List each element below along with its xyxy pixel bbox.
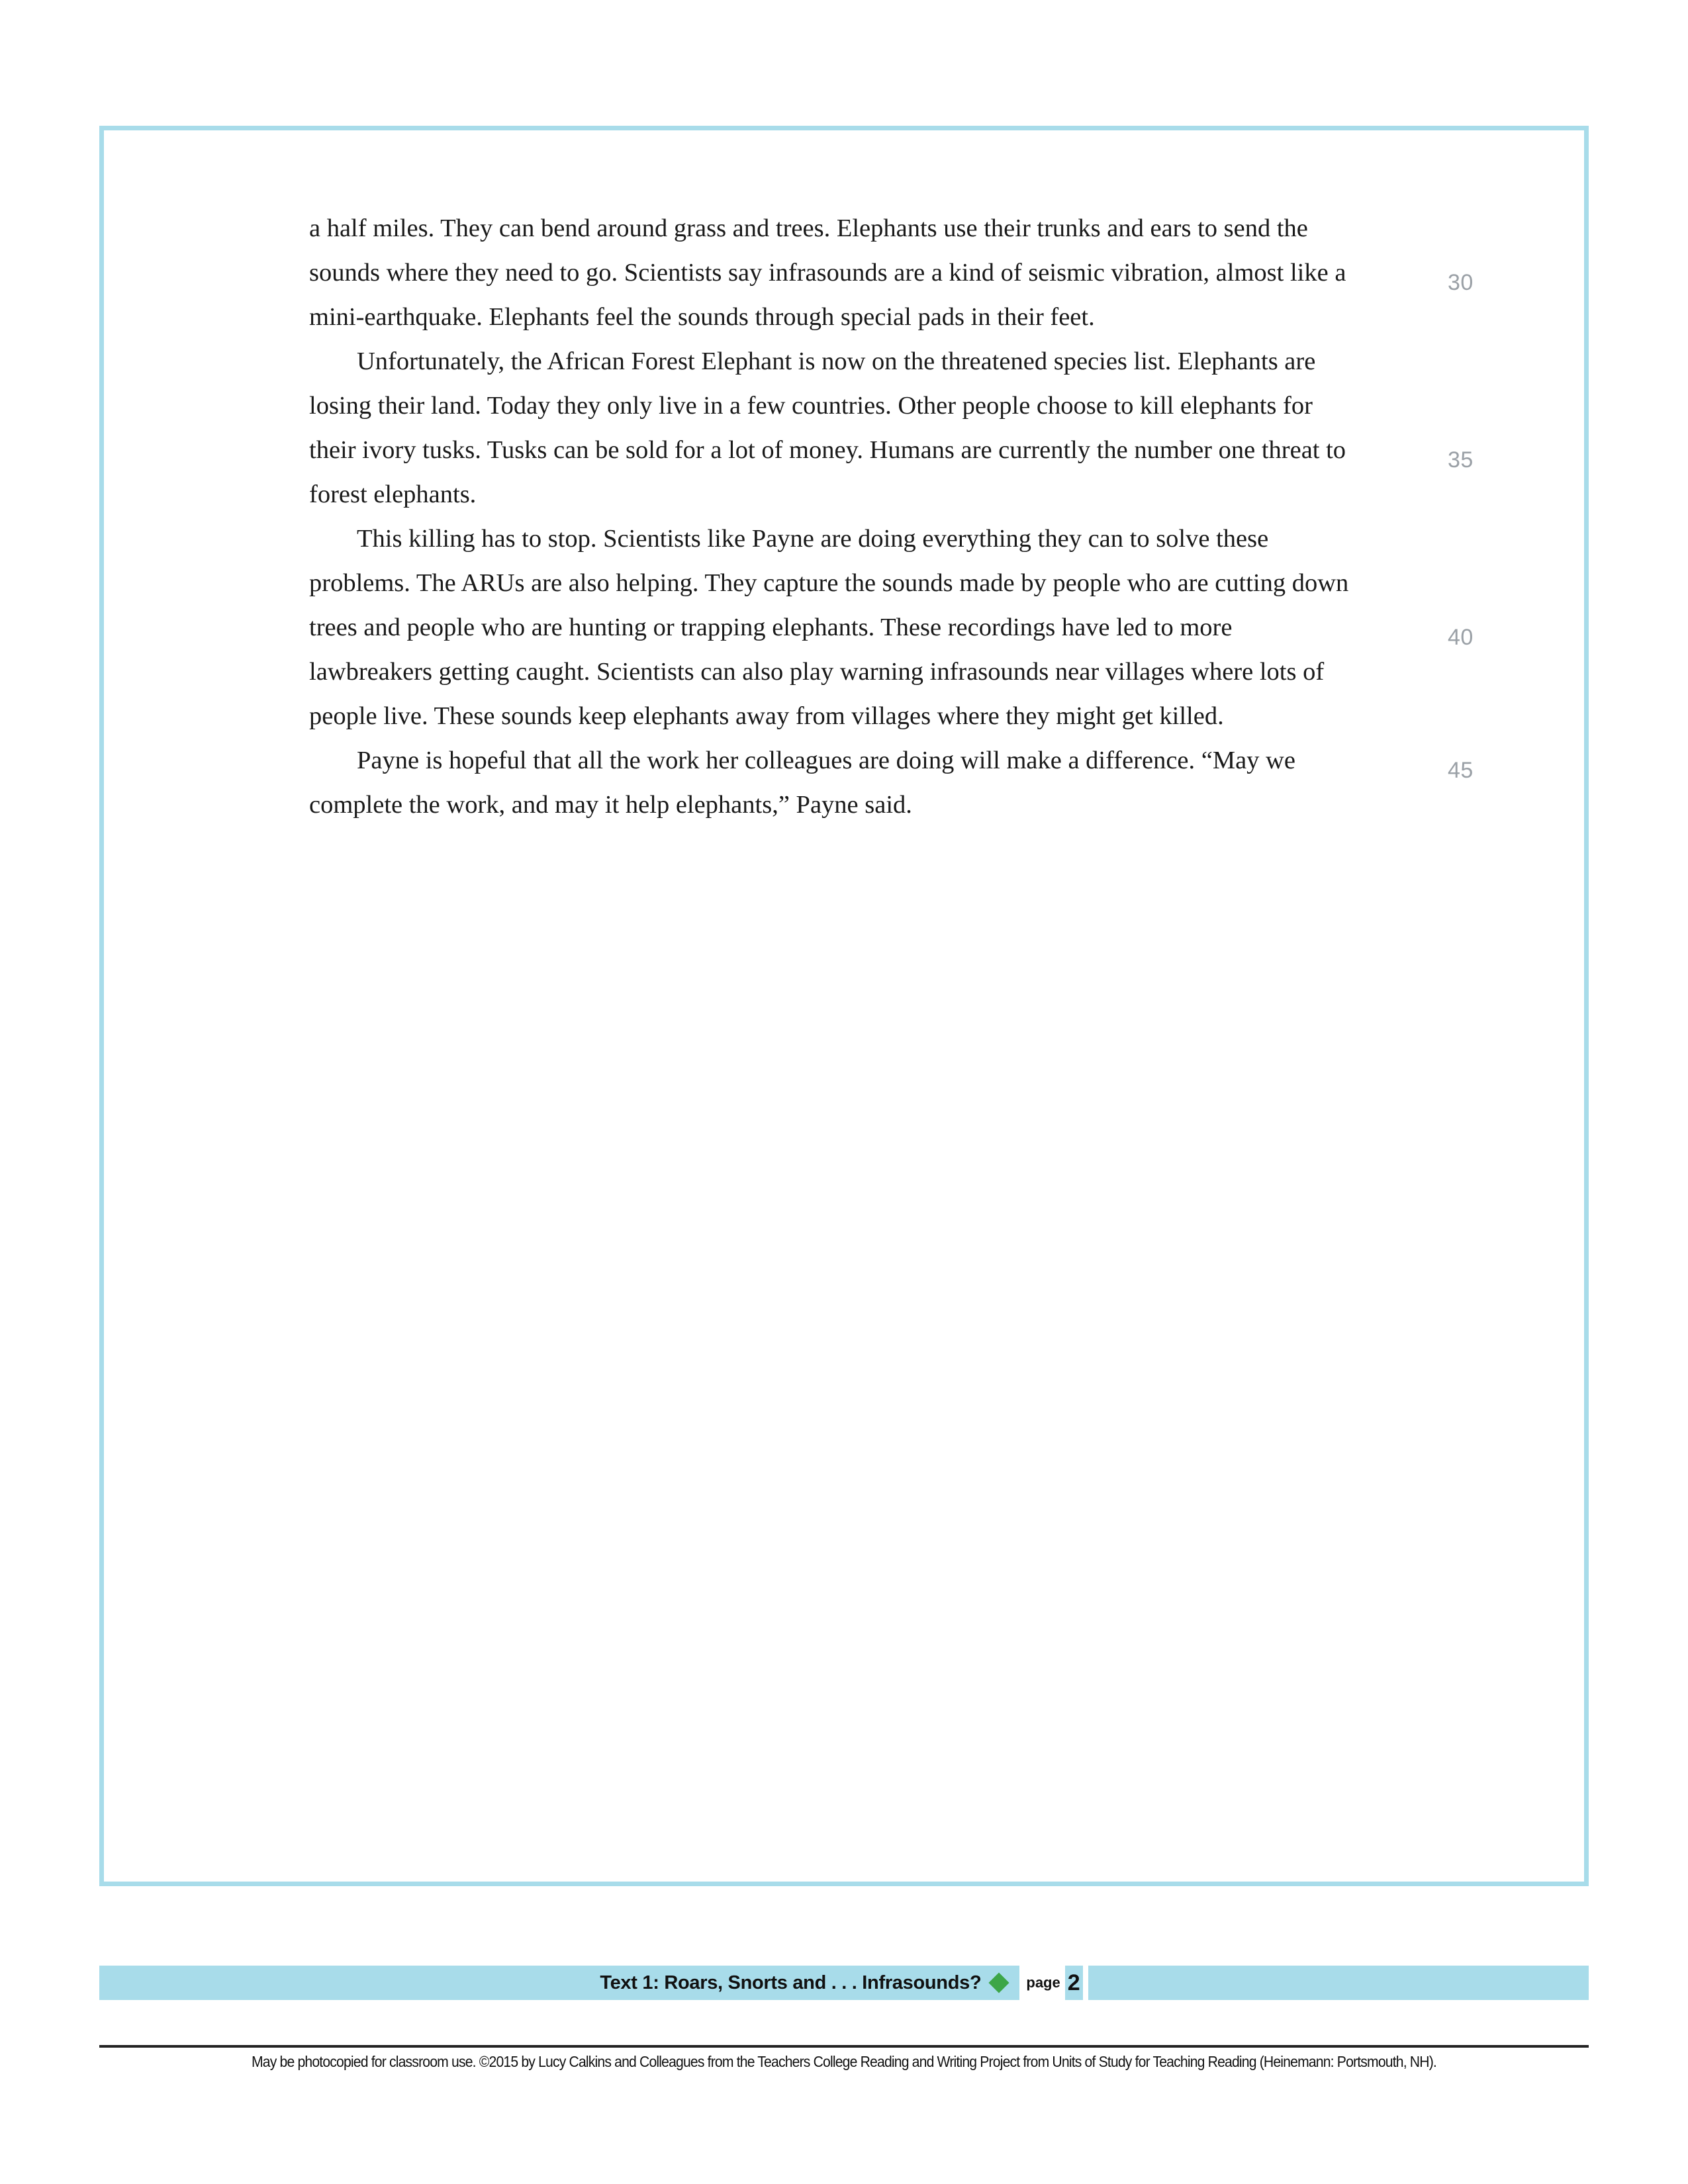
diamond-icon — [989, 1972, 1009, 1993]
passage-paragraph-2: Unfortunately, the African Forest Elephant is now on the threatened species list. Elephants are losing their land. Today they only live in a few countries. Other people choose to kill elephants for their ivory tusks. Tusks can be sold for a lot of money. Humans are currently the number one threat to forest elephants. — [309, 347, 1346, 508]
footer-bar-content — [99, 1966, 1589, 2000]
passage-paragraph-3: This killing has to stop. Scientists like Payne are doing everything they can to solve these problems. The ARUs are also helping. They capture the sounds made by people who are cutting down trees and people who are hunting or trapping elephants. These recordings have led to more lawbreakers getting caught. Scientists can also play warning infrasounds near villages where lots of people live. These sounds keep elephants away from villages where they might get killed. — [309, 525, 1349, 730]
line-number-40: 40 — [1448, 625, 1474, 650]
footer-text-title: Text 1: Roars, Snorts and . . . Infrasounds? — [600, 1972, 982, 1993]
line-number-45: 45 — [1448, 758, 1474, 783]
page-content-frame — [99, 126, 1589, 1886]
footer-title-bar — [99, 1966, 1589, 2000]
page-label: page — [1026, 1974, 1060, 1991]
passage-text-column — [309, 206, 1355, 827]
line-number-35: 35 — [1448, 447, 1474, 473]
passage-paragraph-4: Payne is hopeful that all the work her colleagues are doing will make a difference. “May we complete the work, and may it help elephants,” Payne said. — [309, 747, 1295, 819]
line-number-30: 30 — [1448, 270, 1474, 295]
page-indicator — [1019, 1966, 1088, 2000]
footer-divider-rule — [99, 2045, 1589, 2048]
passage-paragraph-1: a half miles. They can bend around grass and trees. Elephants use their trunks and ears to send the sounds where they need to go. Scientists say infrasounds are a kind of seismic vibration, almost like a mini-earthquake. Elephants feel the sounds through special pads in their feet. — [309, 214, 1346, 331]
page-number-value: 2 — [1065, 1966, 1083, 2000]
copyright-notice: May be photocopied for classroom use. ©2015 by Lucy Calkins and Colleagues from the Teachers College Reading and Writing Project from Units of Study for Teaching Reading (Heinemann: Portsmouth, NH). — [252, 2053, 1436, 2070]
